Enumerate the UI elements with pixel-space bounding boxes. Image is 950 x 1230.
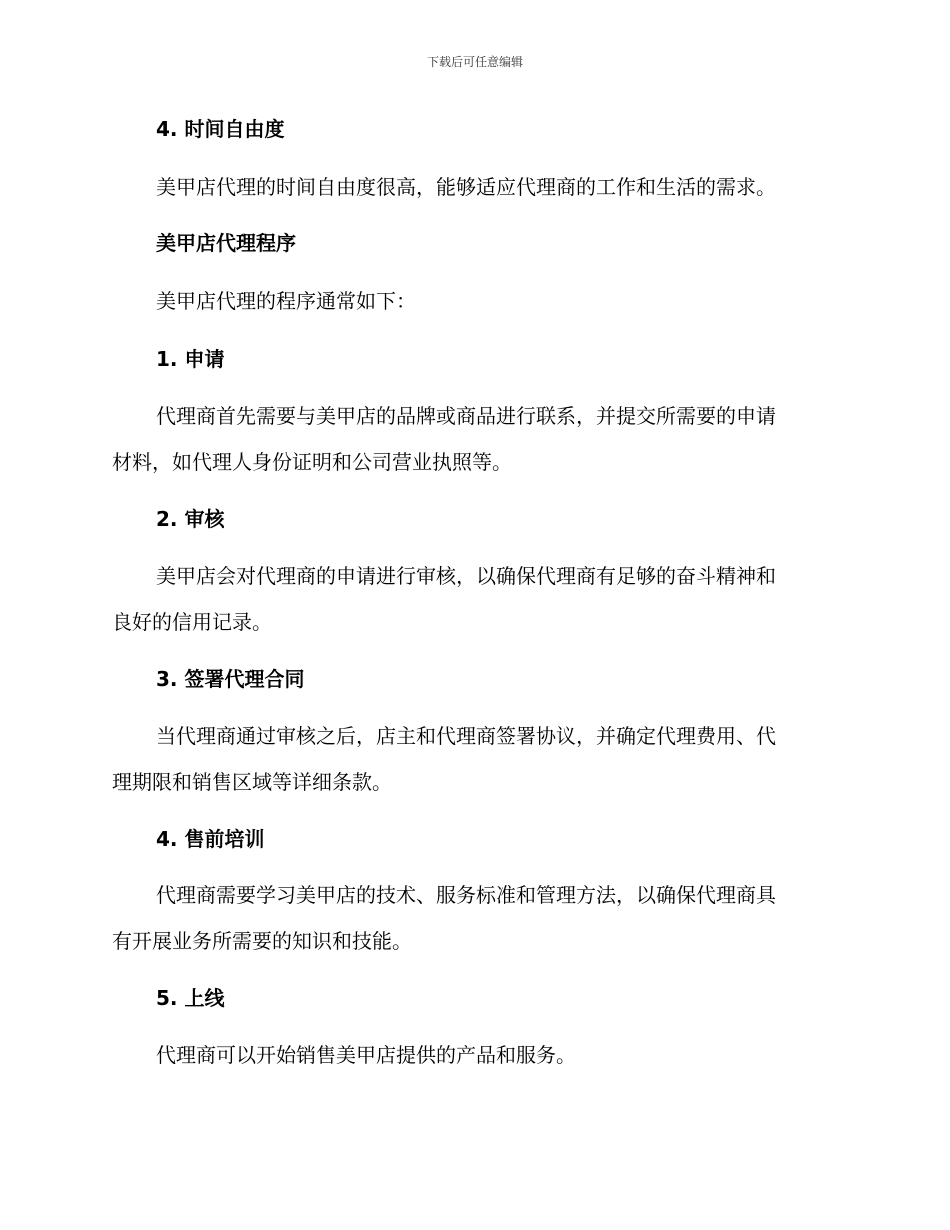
paragraph-apply-line-2: 材料，如代理人身份证明和公司营业执照等。 (112, 450, 512, 474)
section-heading-procedure: 美甲店代理程序 (156, 231, 296, 255)
paragraph-launch: 代理商可以开始销售美甲店提供的产品和服务。 (156, 1043, 576, 1067)
paragraph-apply-line-1: 代理商首先需要与美甲店的品牌或商品进行联系，并提交所需要的申请 (156, 404, 776, 428)
paragraph-training-line-1: 代理商需要学习美甲店的技术、服务标准和管理方法，以确保代理商具 (156, 883, 776, 907)
paragraph-procedure-intro: 美甲店代理的程序通常如下： (156, 289, 416, 313)
paragraph-review-line-2: 良好的信用记录。 (112, 610, 272, 634)
paragraph-time-freedom: 美甲店代理的时间自由度很高，能够适应代理商的工作和生活的需求。 (156, 175, 776, 199)
step-heading-contract: 3. 签署代理合同 (156, 667, 305, 691)
paragraph-contract-line-2: 理期限和销售区域等详细条款。 (112, 770, 392, 794)
step-heading-apply: 1. 申请 (156, 347, 225, 371)
step-heading-review: 2. 审核 (156, 507, 225, 531)
section-heading-time-freedom: 4. 时间自由度 (156, 117, 285, 141)
paragraph-contract-line-1: 当代理商通过审核之后，店主和代理商签署协议，并确定代理费用、代 (156, 724, 776, 748)
page-header-note: 下载后可任意编辑 (426, 55, 523, 69)
paragraph-review-line-1: 美甲店会对代理商的申请进行审核，以确保代理商有足够的奋斗精神和 (156, 564, 776, 588)
step-heading-launch: 5. 上线 (156, 986, 225, 1010)
paragraph-training-line-2: 有开展业务所需要的知识和技能。 (112, 929, 412, 953)
step-heading-training: 4. 售前培训 (156, 827, 265, 851)
